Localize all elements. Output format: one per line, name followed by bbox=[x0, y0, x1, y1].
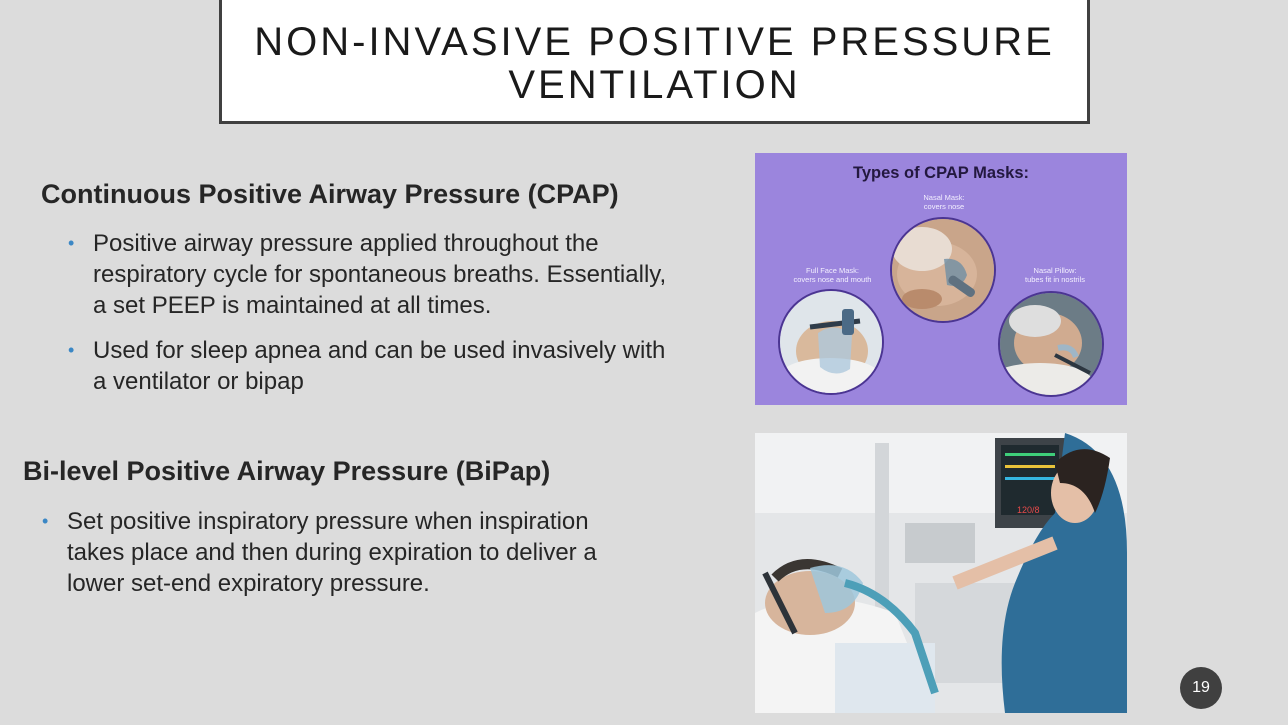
bullet-text: Used for sleep apnea and can be used invasively with a ventilator or bipap bbox=[93, 337, 666, 395]
title-box bbox=[219, 0, 1090, 124]
cpap-heading: Continuous Positive Airway Pressure (CPAP) bbox=[41, 179, 619, 209]
monitor-reading: 120/8 bbox=[1017, 505, 1040, 515]
bullet-text: Set positive inspiratory pressure when inspiration takes place and then during expiration to deliver a lower set-end expiratory pressure. bbox=[67, 508, 597, 597]
list-item bbox=[42, 506, 647, 599]
bipap-patient-photo bbox=[755, 433, 1127, 713]
nasal-pillow-photo bbox=[998, 291, 1104, 397]
page-number-badge: 19 bbox=[1180, 667, 1222, 709]
bipap-bullet-list bbox=[42, 506, 647, 613]
list-item bbox=[68, 228, 673, 321]
nasal-pillow-label: Nasal Pillow: tubes fit in nostrils bbox=[1024, 266, 1086, 284]
slide-title: NON-INVASIVE POSITIVE PRESSURE VENTILATION bbox=[254, 20, 1055, 107]
bullet-icon: • bbox=[42, 511, 49, 531]
bullet-text: Positive airway pressure applied throughout the respiratory cycle for spontaneous breaths. Essentially, a set PEEP is maintained at all times. bbox=[93, 230, 667, 319]
nasal-mask-photo bbox=[890, 217, 996, 323]
cpap-masks-image bbox=[755, 153, 1127, 405]
full-face-mask-photo bbox=[778, 289, 884, 395]
cpap-image-title: Types of CPAP Masks: bbox=[852, 164, 1030, 182]
full-face-mask-label: Full Face Mask: covers nose and mouth bbox=[793, 266, 872, 284]
bullet-icon: • bbox=[68, 340, 75, 360]
bullet-icon: • bbox=[68, 233, 75, 253]
bipap-heading: Bi-level Positive Airway Pressure (BiPap) bbox=[23, 456, 551, 486]
list-item bbox=[68, 335, 673, 397]
nasal-mask-label: Nasal Mask: covers nose bbox=[923, 193, 965, 211]
cpap-bullet-list bbox=[68, 228, 673, 411]
